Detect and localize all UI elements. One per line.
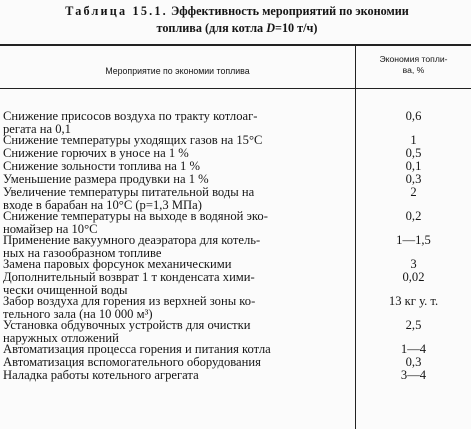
savings-value: 0,3 [405,355,422,369]
measure-text: ных на газообразном топливе [3,246,162,260]
savings-value: 2,5 [405,318,422,332]
table-caption [12,3,462,37]
savings-value: 13 кг у. т. [388,294,439,308]
header-measure: Мероприятие по экономии топлива [105,66,250,76]
measure-text: входе в барабан на 10°С (p=1,3 МПа) [3,198,202,212]
savings-value: 1—4 [400,342,427,356]
savings-value: 0,3 [405,172,422,186]
savings-value: 0,1 [405,159,422,173]
table-row [0,369,471,382]
caption-line-2 [12,20,462,37]
measure-text: Применение вакуумного деаэратора для котель- [3,233,261,247]
header-savings [356,54,471,76]
savings-value: 1 [410,133,417,147]
header-savings-line-1: Экономия топли- [379,54,448,64]
savings-value: 1—1,5 [396,233,431,247]
savings-value: 3—4 [400,368,427,382]
header-savings-line-2: ва, % [402,65,425,75]
caption-d: D [266,21,275,35]
measure-text: Установка обдувочных устройств для очистки [3,318,251,332]
measure-text: Уменьшение размера продувки на 1 % [3,172,209,186]
measure-text: тельного зала (на 10 000 м³) [3,307,153,321]
savings-value: 3 [410,257,417,271]
savings-value: 0,5 [405,146,422,160]
measure-text: номайзер на 10°С [3,222,98,236]
measure-cell [3,369,348,382]
caption-line-1 [12,3,462,20]
measure-text: Замена паровых форсунок механическими [3,257,232,271]
savings-value: 0,2 [405,209,422,223]
measure-text: Автоматизация процесса горения и питания котла [3,342,271,356]
measure-text: Дополнительный возврат 1 т конденсата хими- [3,270,255,284]
measure-text: Наладка работы котельного агрегата [3,368,199,382]
measure-text: Снижение присосов воздуха по тракту котлоаг- [3,109,258,123]
measure-text: Увеличение температуры питательной воды на [3,185,255,199]
measure-text: регата на 0,1 [3,122,71,136]
measure-text: Снижение горючих в уносе на 1 % [3,146,189,160]
savings-value: 0,02 [402,270,425,284]
table-top-rule [0,44,471,46]
caption-text-1: Эффективность мероприятий по экономии [170,4,409,18]
measure-text: наружных отложений [3,331,119,345]
caption-text-2b: =10 т/ч) [275,21,318,35]
measure-text: Автоматизация вспомогательного оборудования [3,355,261,369]
header-bottom-rule [0,88,471,89]
caption-text-2a: топлива (для котла [156,21,267,35]
savings-value: 2 [410,185,417,199]
measure-text: Снижение температуры на выходе в водяной эко- [3,209,268,223]
measure-text: чески очищенной воды [3,283,128,297]
savings-value: 0,6 [405,109,422,123]
measure-text: Снижение температуры уходящих газов на 15°С [3,133,263,147]
measure-text: Забор воздуха для горения из верхней зоны ко- [3,294,256,308]
measure-text: Снижение зольности топлива на 1 % [3,159,200,173]
caption-label: Таблица 15.1. [65,4,168,18]
